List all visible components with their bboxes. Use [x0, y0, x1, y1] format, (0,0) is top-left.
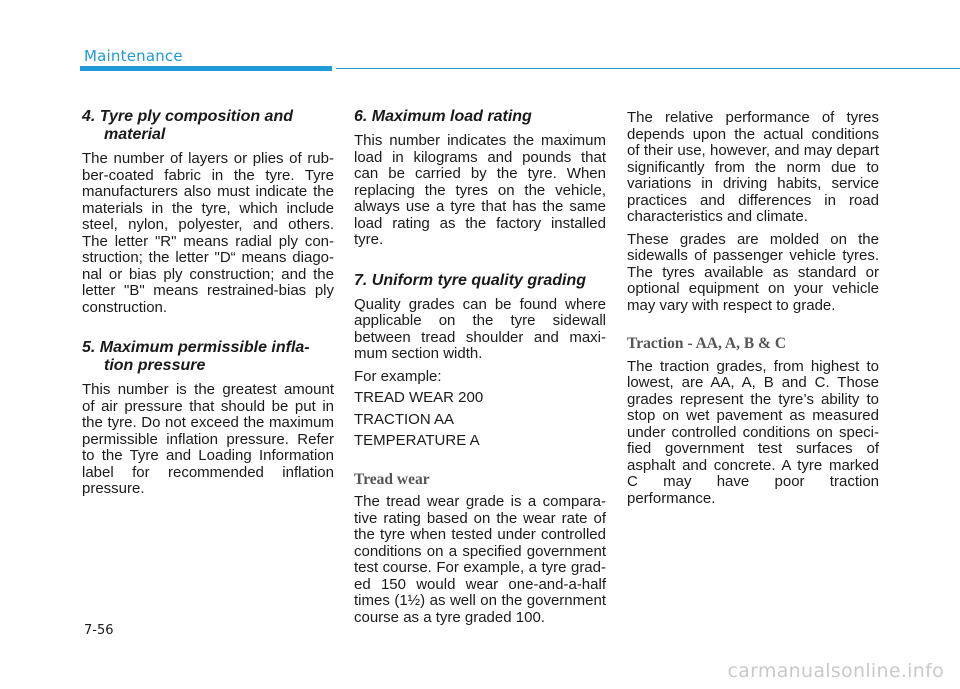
example-tread-wear: TREAD WEAR 200 [354, 389, 484, 406]
heading-ply-composition-line1: 4. Tyre ply composition and [82, 108, 293, 125]
heading-quality-grading: 7. Uniform tyre quality grading [354, 271, 587, 289]
paragraph-max-load: This number indicates the maximum load in kilograms and pounds that can be carried by the tyre. When replacing the tyres on the vehicle, always use a tyre that has the same load rating as the factory installed tyre. [354, 132, 606, 248]
section-title: Maintenance [84, 47, 183, 65]
heading-max-inflation-line2: tion pressure [104, 357, 206, 374]
paragraph-quality-grading: Quality grades can be found where applicable on the tyre sidewall between tread shoulder and maxi-mum section width. [354, 295, 606, 362]
paragraph-grades-molded: These grades are molded on the sidewalls of passenger vehicle tyres. The tyres available as standard or optional equipment on your vehicle may vary with respect to grade. [627, 230, 879, 314]
header-rule-thick [80, 66, 332, 71]
paragraph-relative-performance: The relative performance of tyres depends upon the actual conditions of their use, however, and may depart significantly from the norm due to variations in driving habits, service practices and differences in road characteristics and climate. [627, 109, 879, 225]
paragraph-traction: The traction grades, from highest to lowest, are AA, A, B and C. Those grades represent the tyre’s ability to stop on wet pavement as measured under controlled conditions on speci-fied government test surfaces of asphalt and concrete. A tyre marked C may have poor traction performance. [627, 357, 879, 507]
heading-ply-composition-line2: material [104, 126, 166, 143]
heading-ply-composition [82, 108, 334, 144]
example-traction: TRACTION AA [354, 410, 455, 428]
heading-traction: Traction - AA, A, B & C [627, 335, 787, 352]
paragraph-max-inflation: This number is the greatest amount of air pressure that should be put in the tyre. Do not exceed the maximum permissible inflation pressure. Refer to the Tyre and Loading Information label for recommended inflation pressure. [82, 381, 334, 497]
watermark: carmanualsonline.info [727, 660, 944, 682]
header-rule-thin [336, 68, 960, 69]
example-label: For example: [354, 367, 442, 385]
heading-max-load: 6. Maximum load rating [354, 108, 532, 125]
page-number: 7-56 [84, 623, 114, 638]
heading-max-inflation-line1: 5. Maximum permissible infla- [82, 339, 310, 356]
heading-max-inflation [82, 339, 334, 375]
column-1 [82, 108, 334, 504]
column-3 [627, 110, 879, 513]
paragraph-tread-wear: The tread wear grade is a compara-tive rating based on the wear rate of the tyre when tested under controlled conditions on a specified government test course. For example, a tyre grad-ed 150 would wear one-and-a-half times (1½) as well on the government course as a tyre graded 100. [354, 493, 606, 626]
column-2 [354, 108, 606, 632]
example-temperature: TEMPERATURE A [354, 432, 480, 449]
heading-tread-wear: Tread wear [354, 470, 430, 488]
paragraph-ply-composition: The number of layers or plies of rub-ber-coated fabric in the tyre. Tyre manufacturers also must indicate the materials in the tyre, which include steel, nylon, polyester, and others. The letter "R" means radial ply con-struction; the letter "D“ means diago-nal or bias ply construction; and the letter "B" means restrained-bias ply construction. [82, 150, 334, 316]
